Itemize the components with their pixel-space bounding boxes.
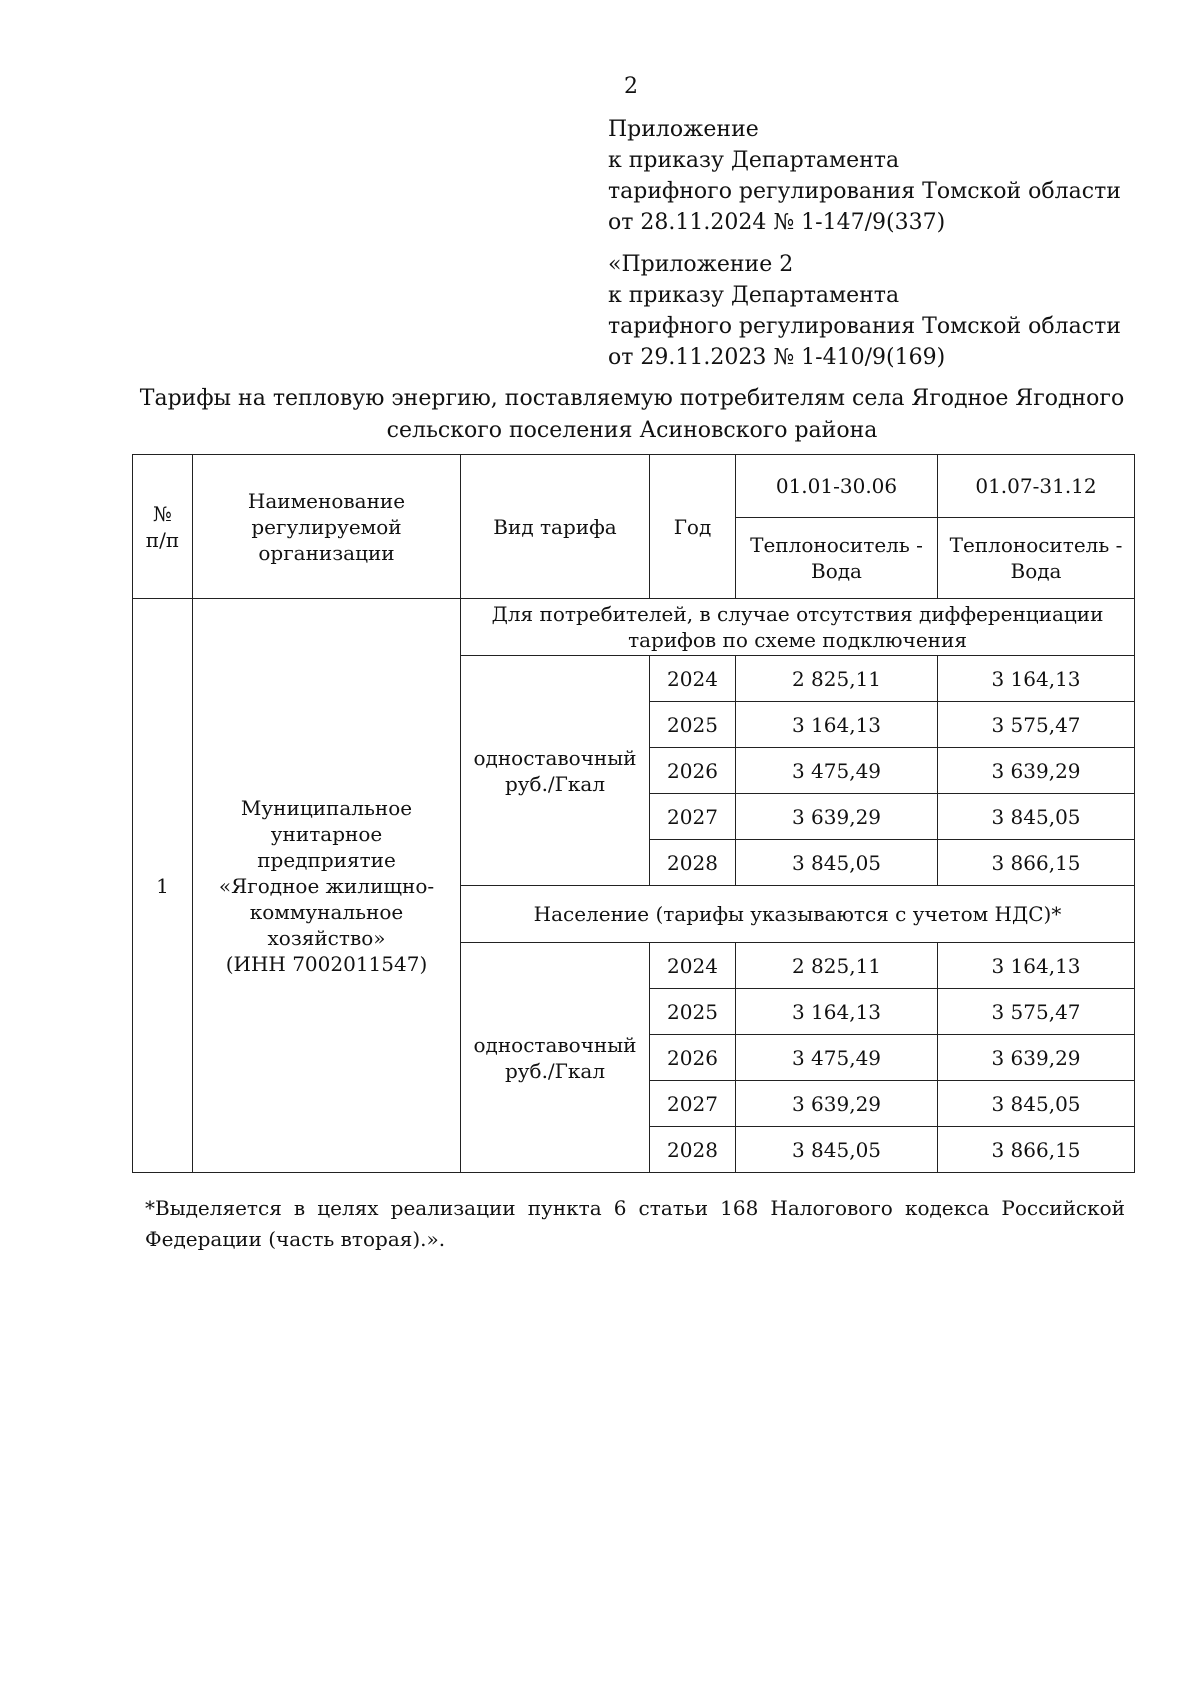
header-text: № — [153, 501, 172, 526]
header-text: регулируемой — [251, 514, 402, 539]
tariff-value-period-1: 3 845,05 — [736, 1127, 938, 1173]
tariff-value-period-1: 2 825,11 — [736, 656, 938, 702]
appendix-line: к приказу Департамента — [608, 283, 900, 308]
year-cell: 2025 — [650, 702, 736, 748]
appendix-line: Приложение — [608, 117, 759, 142]
tariff-value-period-2: 3 845,05 — [938, 1081, 1135, 1127]
year-cell: 2024 — [650, 656, 736, 702]
tariff-value-period-2: 3 575,47 — [938, 702, 1135, 748]
appendix-line: от 29.11.2023 № 1-410/9(169) — [608, 345, 946, 370]
tariff-type-line: одноставочный — [473, 1032, 637, 1057]
organization-name — [193, 599, 461, 1173]
org-line: Муниципальное — [240, 795, 413, 820]
org-line: «Ягодное жилищно- — [218, 873, 435, 898]
title-line: Тарифы на тепловую энергию, поставляемую потребителям села Ягодное Ягодного — [139, 386, 1125, 411]
tariff-type-line: руб./Гкал — [504, 771, 606, 796]
appendix-line: от 28.11.2024 № 1-147/9(337) — [608, 210, 946, 235]
year-cell: 2027 — [650, 1081, 736, 1127]
year-cell: 2024 — [650, 943, 736, 989]
appendix-line: тарифного регулирования Томской области — [608, 314, 1121, 339]
tariff-type-cell — [461, 656, 650, 886]
tariff-value-period-2: 3 639,29 — [938, 1035, 1135, 1081]
appendix-header-current — [608, 114, 1121, 238]
tariff-value-period-1: 3 845,05 — [736, 840, 938, 886]
section-title — [461, 886, 1135, 943]
header-year: Год — [650, 455, 736, 599]
tariff-value-period-2: 3 164,13 — [938, 656, 1135, 702]
header-period-1: 01.01-30.06 — [736, 455, 938, 518]
header-number — [133, 455, 193, 599]
tariff-table — [132, 454, 1135, 1173]
tariff-value-period-1: 3 475,49 — [736, 748, 938, 794]
header-text: организации — [258, 540, 395, 565]
org-line: хозяйство» — [267, 925, 386, 950]
header-text: Теплоноситель - — [949, 533, 1123, 557]
year-cell: 2028 — [650, 1127, 736, 1173]
section-title — [461, 599, 1135, 656]
tariff-type-line: руб./Гкал — [504, 1058, 606, 1083]
appendix-line: к приказу Департамента — [608, 148, 900, 173]
year-cell: 2025 — [650, 989, 736, 1035]
tariff-value-period-2: 3 575,47 — [938, 989, 1135, 1035]
year-cell: 2026 — [650, 748, 736, 794]
appendix-line: «Приложение 2 — [608, 252, 794, 277]
footnote: *Выделяется в целях реализации пункта 6 статьи 168 Налогового кодекса Российской Федерации (часть вторая).». — [145, 1196, 1125, 1251]
header-text: Теплоноситель - — [750, 533, 923, 557]
tariff-value-period-1: 3 164,13 — [736, 989, 938, 1035]
tariff-type-line: одноставочный — [473, 745, 637, 770]
row-number: 1 — [133, 599, 193, 1173]
section-title-line: Население (тарифы указываются с учетом НДС)* — [533, 902, 1062, 926]
header-text: п/п — [145, 527, 180, 552]
section-row — [133, 599, 1135, 656]
page-number: 2 — [624, 74, 638, 99]
year-cell: 2028 — [650, 840, 736, 886]
header-carrier-1 — [736, 518, 938, 599]
header-organization — [193, 455, 461, 599]
header-tariff-type: Вид тарифа — [461, 455, 650, 599]
document-title — [132, 383, 1132, 447]
tariff-value-period-1: 3 639,29 — [736, 1081, 938, 1127]
year-cell: 2026 — [650, 1035, 736, 1081]
org-line: (ИНН 7002011547) — [225, 951, 428, 976]
tariff-type-cell — [461, 943, 650, 1173]
tariff-value-period-2: 3 845,05 — [938, 794, 1135, 840]
tariff-value-period-1: 3 475,49 — [736, 1035, 938, 1081]
appendix-header-original — [608, 249, 1121, 373]
tariff-value-period-1: 3 639,29 — [736, 794, 938, 840]
tariff-value-period-2: 3 866,15 — [938, 1127, 1135, 1173]
header-text: Вода — [1010, 559, 1062, 583]
tariff-value-period-1: 3 164,13 — [736, 702, 938, 748]
tariff-value-period-2: 3 639,29 — [938, 748, 1135, 794]
tariff-value-period-2: 3 866,15 — [938, 840, 1135, 886]
header-text: Наименование — [247, 488, 406, 513]
header-period-2: 01.07-31.12 — [938, 455, 1135, 518]
year-cell: 2027 — [650, 794, 736, 840]
tariff-value-period-1: 2 825,11 — [736, 943, 938, 989]
appendix-line: тарифного регулирования Томской области — [608, 179, 1121, 204]
header-carrier-2 — [938, 518, 1135, 599]
org-line: коммунальное — [249, 899, 404, 924]
header-row — [133, 455, 1135, 518]
section-title-line: тарифов по схеме подключения — [628, 628, 967, 652]
section-title-line: Для потребителей, в случае отсутствия дифференциации — [491, 602, 1104, 626]
title-line: сельского поселения Асиновского района — [386, 418, 878, 443]
header-text: Вода — [811, 559, 862, 583]
tariff-value-period-2: 3 164,13 — [938, 943, 1135, 989]
org-line: унитарное — [270, 821, 383, 846]
org-line: предприятие — [257, 847, 396, 872]
